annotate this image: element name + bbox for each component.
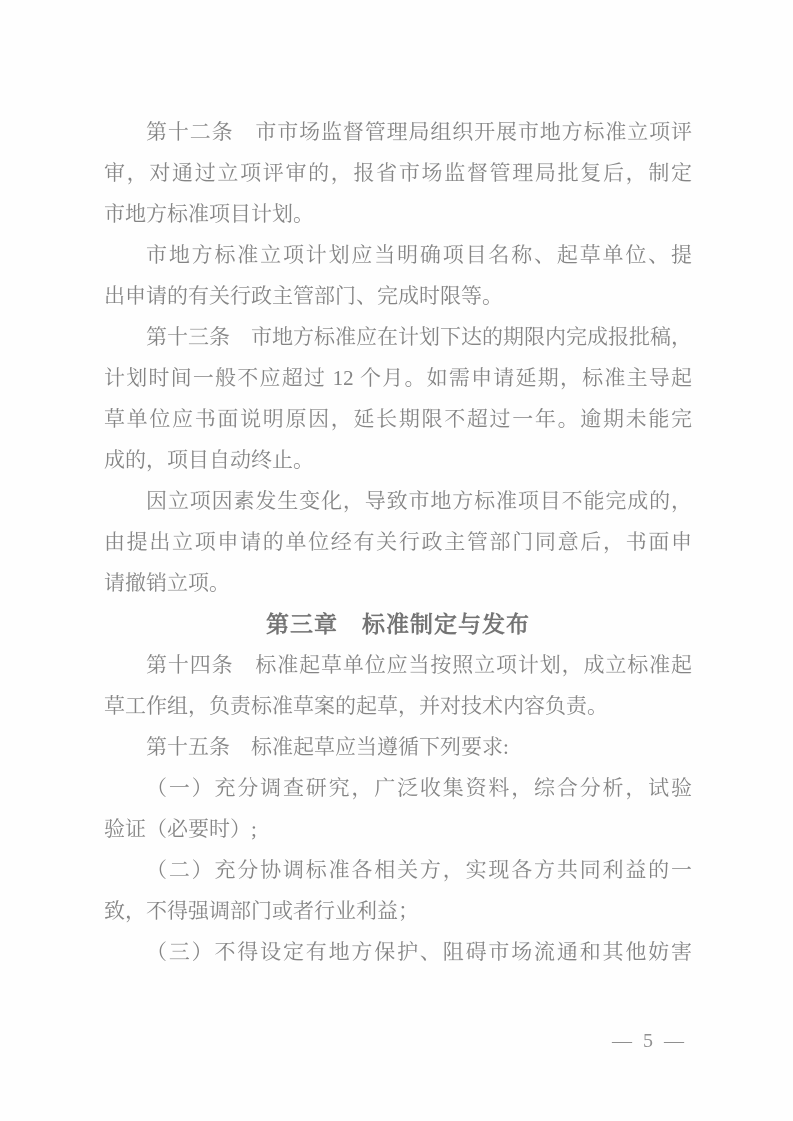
- requirement-1-line: （一）充分调查研究，广泛收集资料，综合分析，试验: [146, 776, 692, 800]
- requirement-1-line: 验证（必要时）;: [104, 817, 257, 841]
- article-13-line: 计划时间一般不应超过 12 个月。如需申请延期，标准主导起: [104, 366, 692, 390]
- chapter-heading: 第三章 标准制定与发布: [266, 612, 530, 637]
- article-13-line: 成的，项目自动终止。: [104, 448, 314, 472]
- project-cancel-line: 由提出立项申请的单位经有关行政主管部门同意后，书面申: [104, 530, 692, 554]
- article-13-line: 草单位应书面说明原因，延长期限不超过一年。逾期未能完: [104, 407, 692, 431]
- requirement-2-line: 致，不得强调部门或者行业利益；: [104, 899, 419, 923]
- requirement-3-line: （三）不得设定有地方保护、阻碍市场流通和其他妨害: [146, 940, 692, 964]
- page-number: — 5 —: [612, 1030, 687, 1052]
- article-12-line: 审，对通过立项评审的，报省市场监督管理局批复后，制定: [104, 161, 692, 185]
- project-cancel-line: 因立项因素发生变化，导致市地方标准项目不能完成的，: [146, 489, 692, 513]
- article-15-line: 第十五条 标准起草应当遵循下列要求:: [146, 735, 509, 759]
- document-body: [104, 112, 692, 973]
- project-plan-line: 出申请的有关行政主管部门、完成时限等。: [104, 284, 503, 308]
- article-14-line: 第十四条 标准起草单位应当按照立项计划，成立标准起: [146, 653, 692, 677]
- article-14-line: 草工作组，负责标准草案的起草，并对技术内容负责。: [104, 694, 608, 718]
- article-12-line: 市地方标准项目计划。: [104, 202, 314, 226]
- project-plan-line: 市地方标准立项计划应当明确项目名称、起草单位、提: [146, 243, 692, 267]
- article-12-line: 第十二条 市市场监督管理局组织开展市地方标准立项评: [146, 120, 692, 144]
- project-cancel-line: 请撤销立项。: [104, 571, 230, 595]
- requirement-2-line: （二）充分协调标准各相关方，实现各方共同利益的一: [146, 858, 692, 882]
- article-13-line: 第十三条 市地方标准应在计划下达的期限内完成报批稿，: [146, 325, 692, 349]
